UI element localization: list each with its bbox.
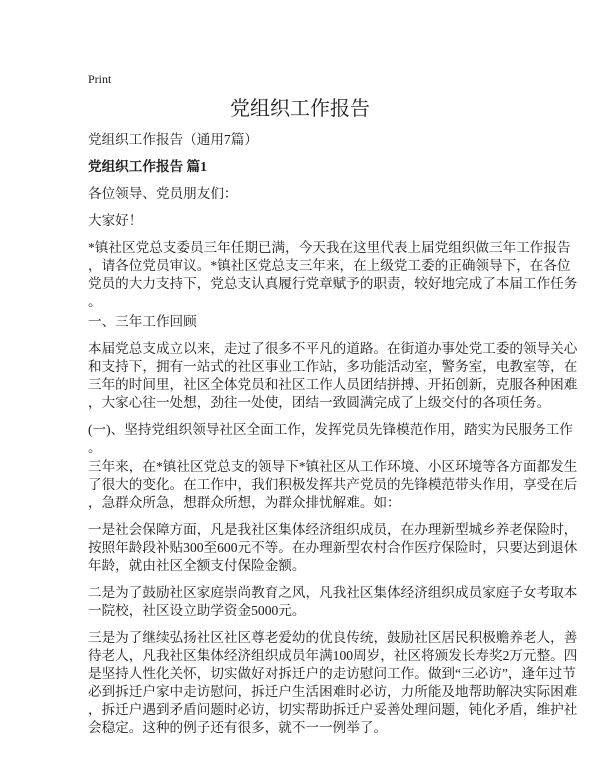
- paragraph: [88, 340, 577, 412]
- print-label: Print: [88, 72, 112, 86]
- paragraph-line: ，请各位党员审议。*镇社区党总支三年来，在上级党工委的正确领导下，在各位: [88, 258, 571, 273]
- paragraph: [88, 239, 577, 311]
- greeting: 各位领导、党员朋友们：: [88, 186, 238, 201]
- paragraph-line: 一、三年工作回顾: [88, 314, 197, 329]
- paragraph-line: 三年来，在*镇社区党总支的领导下*镇社区从工作环境、小区环境等各方面都发生: [88, 459, 578, 474]
- paragraph-line: 会稳定。这种的例子还有很多，就不一一例举了。: [88, 720, 388, 735]
- paragraph-line: 年龄，就由社区全额支付保险金额。: [88, 558, 306, 573]
- paragraph-line: 是坚持人性化关怀，切实做好对拆迁户的走访慰问工作。做到“三必访”，逢年过节: [88, 666, 576, 681]
- paragraph-line: 三年的时间里，社区全体党员和社区工作人员团结拼搏、开拓创新，克服各种困难: [88, 377, 578, 392]
- paragraph-line: 三是为了继续弘扬社区社区尊老爱幼的优良传统，鼓励社区居民积极赡养老人，善: [88, 630, 578, 645]
- paragraph-line: 二是为了鼓励社区家庭崇尚教育之风，凡我社区集体经济组织成员家庭子女考取本: [88, 585, 578, 600]
- paragraph: [88, 629, 577, 737]
- paragraph-line: 按照年龄段补贴300至600元不等。在办理新型农村合作医疗保险时，只要达到退休: [88, 540, 578, 555]
- paragraph-line: *镇社区党总支委员三年任期已满，今天我在这里代表上届党组织做三年工作报告: [88, 240, 571, 255]
- hello-line: 大家好！: [88, 213, 143, 228]
- paragraph-line: ，急群众所急，想群众所想，为群众排忧解难。如：: [88, 495, 401, 510]
- section-heading: 党组织工作报告 篇1: [88, 159, 207, 174]
- paragraph: [88, 458, 577, 512]
- paragraph: [88, 421, 573, 457]
- paragraph-line: 了很大的变化。在工作中，我们积极发挥共产党员的先锋模范带头作用，享受在后: [88, 477, 578, 492]
- paragraph-line: 待老人，凡我社区集体经济组织成员年满100周岁，社区将颁发长寿奖2万元整。四: [88, 648, 578, 663]
- paragraph-line: 。: [88, 440, 102, 455]
- paragraph-line: 一院校，社区设立助学资金5000元。: [88, 603, 306, 618]
- paragraph-line: 必到拆迁户家中走访慰问，拆迁户生活困难时必访，力所能及地帮助解决实际困难: [88, 684, 578, 699]
- paragraph-line: 一是社会保障方面，凡是我社区集体经济组织成员，在办理新型城乡养老保险时，: [88, 522, 578, 537]
- paragraph: [88, 521, 577, 575]
- paragraph: [88, 313, 197, 331]
- paragraph-line: 党员的大力支持下，党总支认真履行党章赋予的职责，较好地完成了本届工作任务: [88, 276, 578, 291]
- paragraph: [88, 584, 577, 620]
- paragraph-line: (一)、坚持党组织领导社区全面工作，发挥党员先锋模范作用，踏实为民服务工作: [88, 422, 573, 437]
- paragraph-line: ，拆迁户遇到矛盾问题时必访，切实帮助拆迁户妥善处理问题，钝化矛盾，维护社: [88, 702, 578, 717]
- paragraph-line: 和支持下，拥有一站式的社区事业工作站，多功能活动室，警务室，电教室等，在: [88, 359, 578, 374]
- paragraph-line: ，大家心往一处想，劲往一处使，团结一致圆满完成了上级交付的各项任务。: [88, 395, 551, 410]
- paragraph-line: 本届党总支成立以来，走过了很多不平凡的道路。在街道办事处党工委的领导关心: [88, 341, 578, 356]
- paragraph-line: 。: [88, 294, 102, 309]
- document-title: 党组织工作报告: [230, 98, 370, 120]
- document-subtitle: 党组织工作报告（通用7篇）: [88, 132, 258, 147]
